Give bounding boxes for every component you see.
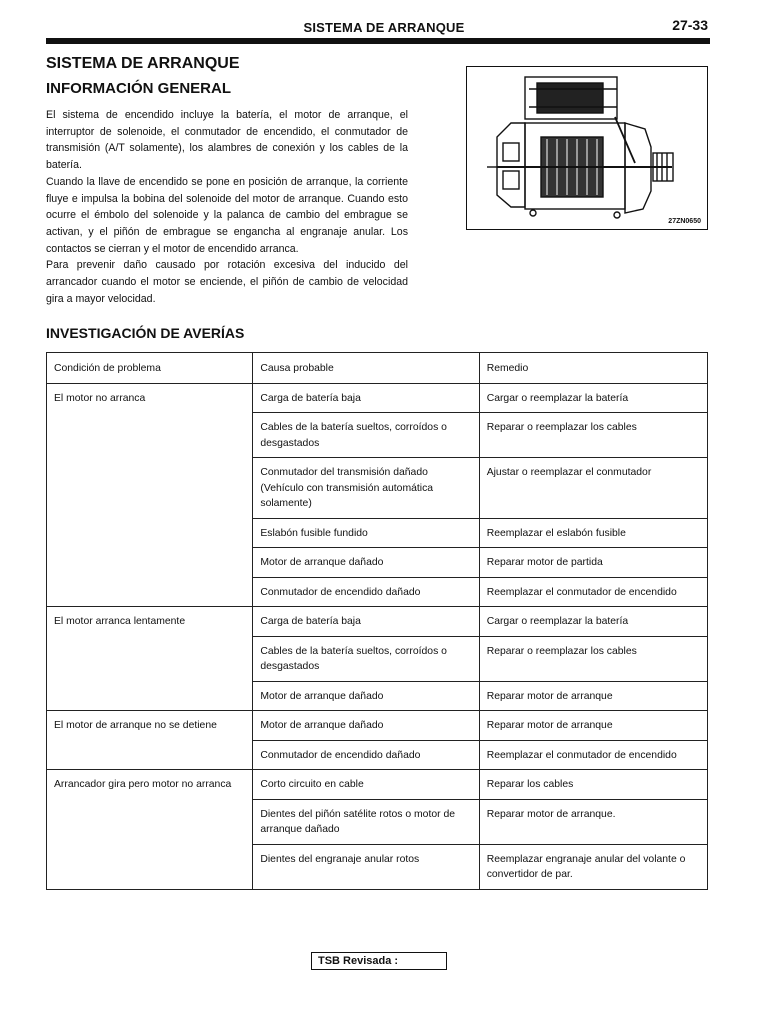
figure-code: 27ZN0650	[668, 218, 701, 225]
remedy-cell: Reparar o reemplazar los cables	[479, 413, 707, 458]
section-subtitle: INFORMACIÓN GENERAL	[46, 80, 231, 97]
cause-cell: Carga de batería baja	[253, 383, 479, 413]
remedy-cell: Reemplazar el conmutador de encendido	[479, 740, 707, 770]
troubleshooting-table	[46, 352, 708, 890]
remedy-cell: Reemplazar el conmutador de encendido	[479, 577, 707, 607]
remedy-cell: Reparar motor de arranque.	[479, 799, 707, 844]
cause-cell: Carga de batería baja	[253, 607, 479, 637]
table-row	[47, 770, 708, 800]
table-row	[47, 383, 708, 413]
header-condition: Condición de problema	[47, 353, 253, 384]
remedy-cell: Reparar motor de partida	[479, 548, 707, 578]
troubleshooting-body	[47, 383, 708, 889]
remedy-cell: Cargar o reemplazar la batería	[479, 383, 707, 413]
cause-cell: Dientes del engranaje anular rotos	[253, 844, 479, 889]
intro-paragraph-3: Para prevenir daño causado por rotación excesiva del inducido del arrancador cuando el motor se enciende, el piñón de cambio de velocidad gira a mayor velocidad.	[46, 259, 408, 305]
remedy-cell: Reemplazar el eslabón fusible	[479, 518, 707, 548]
cause-cell: Motor de arranque dañado	[253, 548, 479, 578]
intro-paragraph-1: El sistema de encendido incluye la batería, el motor de arranque, el interruptor de solenoide, el conmutador de encendido, el conmutador de transmisión (A/T solamente), los alambres de conexión y los cables de la batería.	[46, 109, 408, 172]
solenoid-coil	[537, 83, 603, 113]
cause-cell: Conmutador de encendido dañado	[253, 577, 479, 607]
condition-cell: El motor arranca lentamente	[47, 607, 253, 711]
page-number: 27-33	[672, 17, 708, 33]
cause-cell: Cables de la batería sueltos, corroídos o desgastados	[253, 413, 479, 458]
header-rule	[46, 38, 710, 44]
cause-cell: Motor de arranque dañado	[253, 681, 479, 711]
condition-cell: El motor no arranca	[47, 383, 253, 607]
cause-cell: Eslabón fusible fundido	[253, 518, 479, 548]
cause-cell: Conmutador de encendido dañado	[253, 740, 479, 770]
remedy-cell: Ajustar o reemplazar el conmutador	[479, 458, 707, 519]
starter-motor-figure	[466, 66, 708, 230]
rear-cover	[497, 123, 525, 207]
remedy-cell: Reparar motor de arranque	[479, 681, 707, 711]
troubleshooting-title: INVESTIGACIÓN DE AVERÍAS	[46, 325, 245, 341]
remedy-cell: Cargar o reemplazar la batería	[479, 607, 707, 637]
table-row	[47, 607, 708, 637]
tsb-revision-box: TSB Revisada :	[311, 952, 447, 970]
header-title: SISTEMA DE ARRANQUE	[303, 20, 465, 35]
table-row	[47, 711, 708, 741]
table-header-row	[47, 353, 708, 384]
starter-motor-drawing	[467, 67, 706, 228]
cause-cell: Corto circuito en cable	[253, 770, 479, 800]
intro-paragraph-2: Cuando la llave de encendido se pone en posición de arranque, la corriente fluye e impulsa la bobina del solenoide del motor de arranque. Cuando esto ocurre el émbolo del solenoide y la palanca de cambio del embrague se activan, y el piñón de embrague se engancha al engranaje anular. Los contactos se cierran y el motor de encendido arranca.	[46, 175, 408, 255]
header-remedy: Remedio	[479, 353, 707, 384]
remedy-cell: Reparar los cables	[479, 770, 707, 800]
intro-text	[46, 107, 408, 307]
remedy-cell: Reparar motor de arranque	[479, 711, 707, 741]
cause-cell: Dientes del piñón satélite rotos o motor de arranque dañado	[253, 799, 479, 844]
cause-cell: Conmutador del transmisión dañado (Vehículo con transmisión automática solamente)	[253, 458, 479, 519]
section-title: SISTEMA DE ARRANQUE	[46, 55, 240, 72]
remedy-cell: Reparar o reemplazar los cables	[479, 636, 707, 681]
condition-cell: El motor de arranque no se detiene	[47, 711, 253, 770]
cause-cell: Motor de arranque dañado	[253, 711, 479, 741]
header-cause: Causa probable	[253, 353, 479, 384]
condition-cell: Arrancador gira pero motor no arranca	[47, 770, 253, 890]
remedy-cell: Reemplazar engranaje anular del volante o convertidor de par.	[479, 844, 707, 889]
cause-cell: Cables de la batería sueltos, corroídos o desgastados	[253, 636, 479, 681]
